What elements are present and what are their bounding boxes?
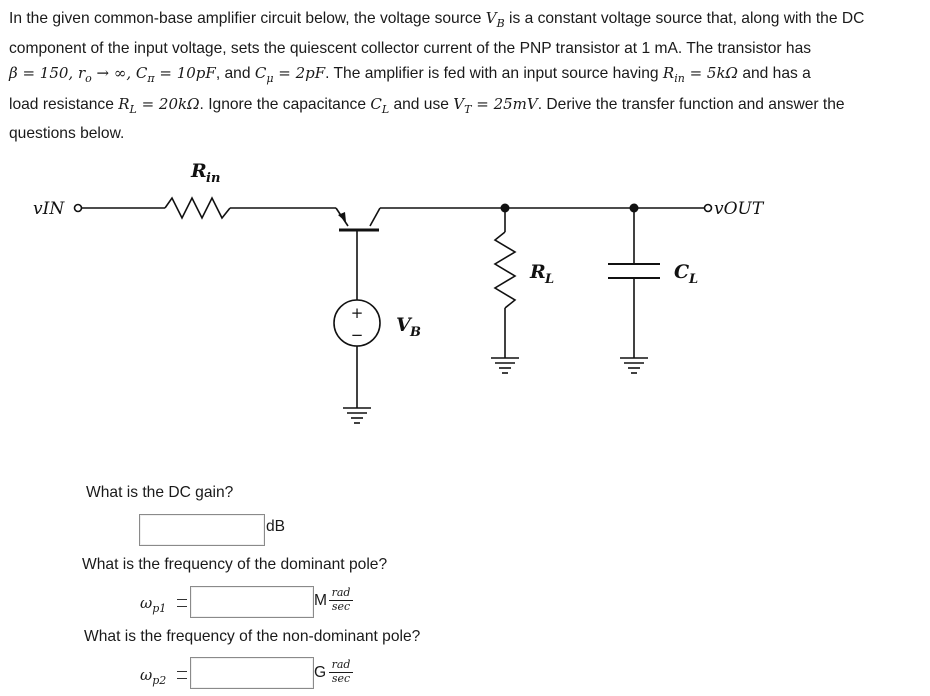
problem-line-2: component of the input voltage, sets the quiescent collector current of the PNP transistor at 1 mA. The transistor has — [9, 39, 812, 57]
rl-sub: L — [545, 272, 555, 287]
math-rin: R — [662, 64, 675, 83]
problem-line-4 — [9, 92, 924, 123]
rad-per-sec-fraction — [329, 659, 353, 685]
rad-per-sec-fraction — [329, 587, 353, 613]
plus-sign: + — [350, 304, 364, 322]
text-segment: . Derive the transfer function and answer the — [537, 95, 845, 113]
vb-sub: B — [410, 325, 421, 340]
text-segment: and use — [389, 95, 454, 113]
text-segment: load resistance — [9, 95, 119, 113]
vb-label: V — [396, 314, 411, 336]
rin-resistor — [165, 198, 230, 218]
math-sub: L — [381, 102, 390, 116]
non-dominant-pole-input[interactable] — [190, 657, 314, 689]
text-segment: is a constant voltage source that, along with the DC — [504, 10, 865, 27]
math-sub: T — [464, 102, 472, 116]
equals-sign — [177, 671, 187, 679]
text-segment: . Ignore the capacitance — [199, 95, 371, 113]
rin-sub: in — [206, 171, 221, 186]
dominant-pole-unit-prefix: M — [314, 592, 327, 609]
vin-terminal — [75, 205, 82, 212]
non-dominant-pole-unit-prefix: G — [314, 664, 327, 681]
question-dc-gain: What is the DC gain? — [86, 484, 234, 501]
junction-dot — [630, 204, 639, 213]
problem-statement — [9, 6, 924, 147]
circuit-diagram — [0, 150, 930, 440]
frac-numerator: rad — [329, 659, 353, 673]
text-segment: In the given common-base amplifier circuit below, the voltage source — [9, 10, 486, 27]
transistor-collector-lead — [370, 208, 380, 226]
math-vt-value: = 25mV — [471, 94, 538, 113]
problem-line-1 — [9, 6, 924, 37]
frac-denominator: sec — [331, 672, 351, 685]
math-cmu: C — [254, 64, 267, 83]
dominant-pole-input[interactable] — [190, 586, 314, 618]
problem-line-5: questions below. — [9, 125, 125, 143]
math-sub: L — [129, 102, 137, 116]
omega-sub: p2 — [152, 674, 167, 687]
cl-sub: L — [689, 272, 699, 287]
vout-terminal — [705, 205, 712, 212]
math-sub: π — [147, 72, 155, 86]
question-non-dominant-pole: What is the frequency of the non-dominant pole? — [84, 628, 421, 645]
math-sub: B — [496, 17, 505, 31]
ground-icon — [491, 358, 519, 373]
rl-resistor — [495, 232, 515, 308]
junction-dot — [501, 204, 510, 213]
text-segment: . The amplifier is fed with an input source having — [325, 65, 663, 83]
cl-label: C — [674, 261, 690, 283]
math-sub: o — [85, 72, 92, 86]
ground-icon — [343, 408, 371, 423]
omega-p2-symbol — [140, 666, 166, 687]
math-cl: C — [370, 94, 382, 113]
omega-sub: p1 — [152, 602, 167, 615]
math-sub: in — [674, 72, 685, 86]
math-rl-value: = 20kΩ — [136, 94, 200, 113]
ground-icon — [620, 358, 648, 373]
question-dominant-pole: What is the frequency of the dominant pole? — [82, 556, 388, 573]
frac-denominator: sec — [331, 600, 351, 613]
dc-gain-input[interactable] — [139, 514, 265, 546]
math-cpi: = 10pF — [154, 64, 216, 83]
problem-line-3 — [9, 61, 924, 92]
rin-label: R — [191, 160, 207, 182]
frac-numerator: rad — [329, 587, 353, 601]
vin-label: vIN — [33, 199, 65, 219]
omega-glyph: ω — [140, 666, 153, 684]
minus-sign: − — [350, 326, 364, 344]
math-cmu-value: = 2pF — [273, 64, 326, 83]
math-rin-value: = 5kΩ — [684, 64, 738, 83]
text-segment: , and — [215, 65, 255, 83]
vout-label: vOUT — [714, 199, 764, 219]
math-ro: → ∞, C — [91, 64, 148, 83]
rl-label: R — [530, 261, 546, 283]
dc-gain-unit: dB — [266, 518, 286, 535]
math-rl: R — [118, 94, 130, 113]
math-vt: V — [453, 94, 465, 113]
equals-sign — [177, 599, 187, 607]
math-sub: μ — [266, 72, 274, 86]
omega-p1-symbol — [140, 594, 166, 615]
text-segment: and has a — [738, 65, 811, 83]
math-vb: V — [485, 9, 497, 27]
math-beta: β = 150, r — [9, 64, 86, 83]
omega-glyph: ω — [140, 594, 153, 612]
